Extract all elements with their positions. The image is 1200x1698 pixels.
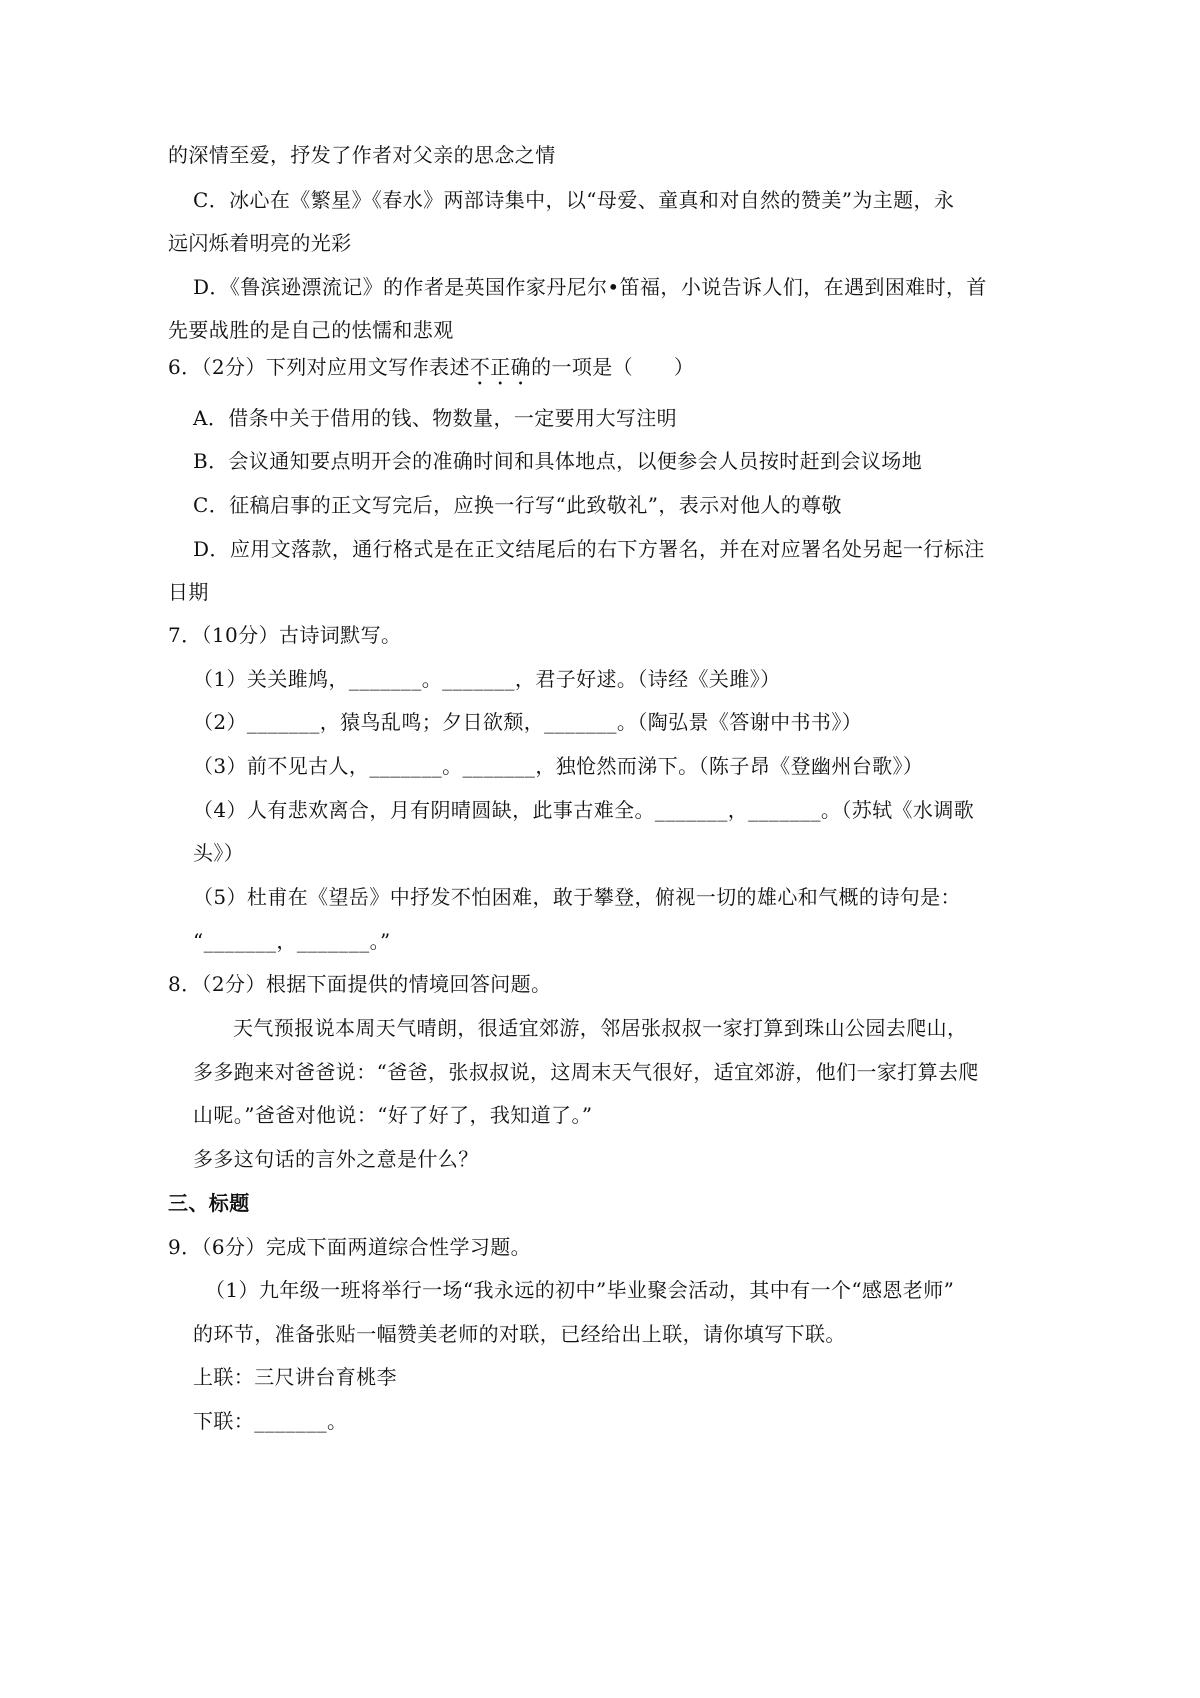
q7-item-3: （3）前不见古人，_______。_______，独怆然而涕下。（陈子昂《登幽州台歌》） bbox=[193, 754, 924, 778]
q6-option-c: C．征稿启事的正文写完后，应换一行写“此致敬礼”，表示对他人的尊敬 bbox=[193, 493, 842, 517]
q8-stem: 8．（2分）根据下面提供的情境回答问题。 bbox=[168, 972, 552, 996]
q9-passage-line1: （1）九年级一班将举行一场“我永远的初中”毕业聚会活动，其中有一个“感恩老师” bbox=[205, 1278, 955, 1302]
q9-upper-couplet: 上联：三尺讲台育桃李 bbox=[193, 1365, 397, 1389]
q6-stem-prefix: 6．（2分）下列对应用文写作表述 bbox=[168, 355, 470, 379]
q9-stem: 9．（6分）完成下面两道综合性学习题。 bbox=[168, 1235, 532, 1259]
q7-item-4-line1: （4）人有悲欢离合，月有阴晴圆缺，此事古难全。_______，_______。（苏轼《水调歌 bbox=[193, 798, 975, 822]
q6-stem-suffix: 的一项是（ ） bbox=[531, 355, 695, 379]
q7-item-5-line2: “_______，_______。” bbox=[193, 929, 391, 953]
q5-option-d-line2: 先要战胜的是自己的怯懦和悲观 bbox=[168, 318, 454, 342]
q8-passage-line3: 山呢。”爸爸对他说：“好了好了，我知道了。” bbox=[193, 1103, 593, 1127]
section-heading: 三、标题 bbox=[168, 1191, 250, 1215]
q6-option-d-line2: 日期 bbox=[168, 580, 209, 604]
q6-option-d-line1: D．应用文落款，通行格式是在正文结尾后的右下方署名，并在对应署名处另起一行标注 bbox=[193, 537, 985, 561]
q8-passage-line1: 天气预报说本周天气晴朗，很适宜郊游，邻居张叔叔一家打算到珠山公园去爬山， bbox=[233, 1016, 968, 1040]
q5-option-c-line1: C．冰心在《繁星》《春水》两部诗集中，以“母爱、童真和对自然的赞美”为主题，永 bbox=[193, 188, 955, 212]
q9-lower-couplet: 下联：_______。 bbox=[193, 1409, 348, 1433]
q9-passage-line2: 的环节，准备张贴一幅赞美老师的对联，已经给出上联，请你填写下联。 bbox=[193, 1322, 846, 1346]
q6-option-a: A．借条中关于借用的钱、物数量，一定要用大写注明 bbox=[193, 406, 678, 430]
q5-option-c-line2: 远闪烁着明亮的光彩 bbox=[168, 231, 352, 255]
q8-passage-line2: 多多跑来对爸爸说：“爸爸，张叔叔说，这周末天气很好，适宜郊游，他们一家打算去爬 bbox=[193, 1060, 979, 1084]
q5-option-d-line1: D．《鲁滨逊漂流记》的作者是英国作家丹尼尔•笛福，小说告诉人们，在遇到困难时，首 bbox=[193, 275, 987, 299]
q5-option-b-continuation: 的深情至爱，抒发了作者对父亲的思念之情 bbox=[168, 143, 556, 167]
q7-stem: 7．（10分）古诗词默写。 bbox=[168, 623, 402, 647]
q7-item-2: （2）_______，猿鸟乱鸣；夕日欲颓，_______。（陶弘景《答谢中书书》） bbox=[193, 710, 863, 734]
q7-item-5-line1: （5）杜甫在《望岳》中抒发不怕困难，敢于攀登，俯视一切的雄心和气概的诗句是： bbox=[193, 885, 961, 909]
q6-option-b: B．会议通知要点明开会的准确时间和具体地点，以便参会人员按时赶到会议场地 bbox=[193, 449, 923, 473]
q7-item-1: （1）关关雎鸠，_______。_______，君子好逑。（诗经《关雎》） bbox=[193, 667, 781, 691]
q6-stem bbox=[168, 353, 694, 390]
q6-emphasized-text: 不正确 bbox=[469, 355, 532, 379]
q7-item-4-line2: 头》） bbox=[193, 841, 245, 865]
q8-question: 多多这句话的言外之意是什么？ bbox=[193, 1147, 479, 1171]
